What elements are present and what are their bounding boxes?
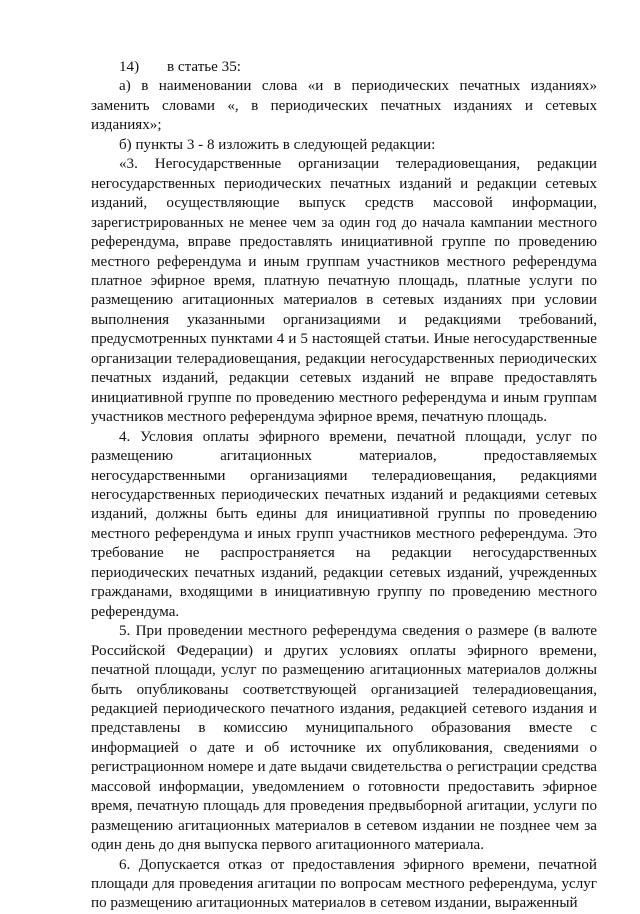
paragraph-point-6: 6. Допускается отказ от предоставления эфирного времени, печатной площади для проведения агитации по вопросам местного референдума, услуг по размещению агитационных материалов в сетевом издании, выраженный	[91, 856, 597, 912]
item-heading-line	[91, 58, 597, 77]
paragraph-point-4: 4. Условия оплаты эфирного времени, печатной площади, услуг по размещению агитационных материалов, предоставляемых негосударственными организациями телерадиовещания, редакциями негосударственных периодических печатных изданий и редакциями сетевых изданий, должны быть едины для инициативной группы по проведению местного референдума и иных групп участников местного референдума. Это требование не распространяется на редакции негосударственных периодических печатных изданий, редакции сетевых изданий, учрежденных гражданами, входящими в инициативную группу по проведению местного референдума.	[91, 428, 597, 620]
paragraph-b: б) пункты 3 - 8 изложить в следующей редакции:	[119, 136, 436, 153]
item-heading: в статье 35:	[167, 59, 241, 75]
document-body	[91, 58, 597, 914]
paragraph-a: а) в наименовании слова «и в периодических печатных изданиях» заменить словами «, в периодических печатных изданиях и сетевых изданиях»;	[91, 78, 597, 134]
item-number: 14)	[119, 59, 140, 75]
paragraph-point-3: «3. Негосударственные организации телерадиовещания, редакции негосударственных периодических печатных изданий и редакции сетевых изданий, осуществляющие выпуск средств массовой информации, зарегистрированных не менее чем за один год до начала кампании местного референдума, вправе предоставлять инициативной группе по проведению местного референдума и иным группам участников местного референдума платное эфирное время, платную печатную площадь, платные услуги по размещению агитационных материалов в сетевых изданиях при условии выполнения указанными организациями и редакциями требований, предусмотренных пунктами 4 и 5 настоящей статьи. Иные негосударственные организации телерадиовещания, редакции негосударственных периодических печатных изданий, редакции сетевых изданий не вправе предоставлять инициативной группе по проведению местного референдума и иным группам участников местного референдума эфирное время, печатную площадь.	[91, 156, 597, 426]
paragraph-point-5: 5. При проведении местного референдума сведения о размере (в валюте Российской Федерации) и других условиях оплаты эфирного времени, печатной площади, услуг по размещению агитационных материалов должны быть опубликованы соответствующей организацией телерадиовещания, редакцией периодического печатного издания, редакцией сетевого издания и представлены в комиссию муниципального образования вместе с информацией о дате и об источнике их опубликования, сведениями о регистрационном номере и дате выдачи свидетельства о регистрации средства массовой информации, уведомлением о готовности предоставить эфирное время, печатную площадь для проведения предвыборной агитации, услуги по размещению агитационных материалов в сетевом издании не позднее чем за один день до дня выпуска первого агитационного материала.	[91, 623, 597, 854]
